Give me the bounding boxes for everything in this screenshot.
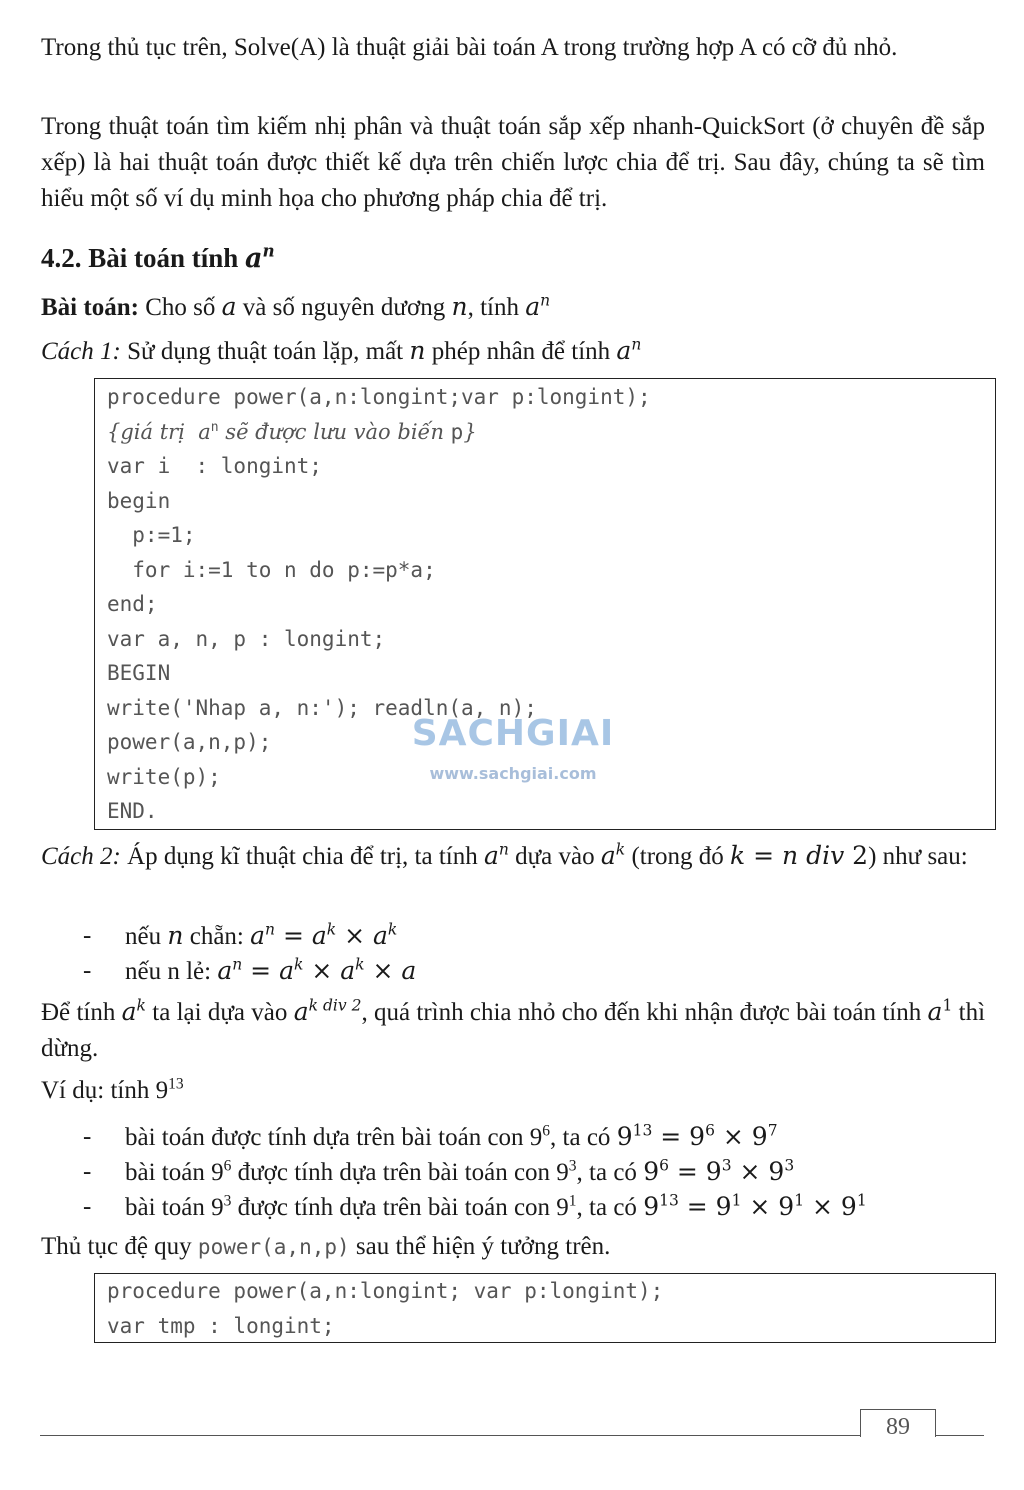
case-odd-lead: nếu n lẻ:: [125, 958, 218, 985]
method-1-text-1: Sử dụng thuật toán lặp, mất: [120, 338, 410, 365]
method-2-text-2: dựa vào: [508, 843, 601, 870]
case-odd: - nếu n lẻ: $a^n = a^k \times a^k \times a$: [41, 954, 416, 989]
procedure-intro: [41, 1229, 610, 1265]
code-block-recursive: [94, 1273, 996, 1343]
footer-rule: [40, 1435, 984, 1436]
code-line: procedure power(a,n:longint; var p:longint);: [107, 1279, 664, 1303]
code-line: var i : longint;: [107, 454, 322, 478]
case-even-var: n: [167, 921, 184, 950]
code-line: power(a,n,p);: [107, 730, 272, 754]
code-comment-sup: n: [210, 419, 219, 435]
procedure-inline-code: power(a,n,p): [197, 1235, 350, 1259]
method-2-label: Cách 2:: [41, 843, 121, 870]
case-even-lead: nếu: [125, 923, 168, 950]
procedure-intro-text-1: Thủ tục đệ quy: [41, 1233, 198, 1260]
case-even: - nếu n chẵn: $a^n = a^k \times a^k$: [41, 919, 416, 954]
intro-paragraph-2: Trong thuật toán tìm kiếm nhị phân và thuật toán sắp xếp nhanh-QuickSort (ở chuyên đề sắp xếp) là hai thuật toán được thiết kế dựa trên chiến lược chia để trị. Sau đây, chúng ta sẽ tìm hiểu một số ví dụ minh họa cho phương pháp chia để trị.: [41, 113, 985, 212]
step-3-text: bài toán 9: [125, 1194, 224, 1221]
intro-paragraph-1: Trong thủ tục trên, Solve(A) là thuật giải bài toán A trong trường hợp A có cỡ đủ nhỏ.: [41, 34, 898, 61]
code-comment-mid: sẽ được lưu vào biến: [218, 419, 451, 444]
section-title: 4.2. Bài toán tính: [41, 243, 246, 273]
problem-text-1: Cho số: [138, 294, 222, 321]
section-heading: 4.2. Bài toán tính $a^n$: [41, 240, 275, 274]
problem-statement: Bài toán: Cho số a và số nguyên dương n, tính $a^n$: [41, 291, 551, 321]
code-comment-end: }: [463, 419, 477, 444]
step-1-text: bài toán được tính dựa trên bài toán con 9: [125, 1124, 543, 1151]
recursion-text-3: , quá trình chia nhỏ cho đến khi nhận được bài toán tính: [361, 999, 928, 1026]
page-number: 89: [860, 1409, 936, 1437]
method-2: Cách 2: Áp dụng kĩ thuật chia để trị, ta tính $a^n$ dựa vào $a^k$ (trong đó k = n div 2) như sau:: [41, 840, 968, 870]
code-line: var tmp : longint;: [107, 1313, 335, 1338]
code-line: end;: [107, 592, 158, 616]
method-1: Cách 1: Sử dụng thuật toán lặp, mất n phép nhân để tính $a^n$: [41, 335, 642, 365]
code-comment-var: p: [450, 419, 464, 444]
method-1-label: Cách 1:: [41, 338, 121, 365]
watermark-logo: SACHGIAI: [411, 713, 615, 754]
problem-text-2: và số nguyên dương: [236, 294, 452, 321]
recursion-text-4: thì dừng.: [41, 999, 986, 1062]
code-line: procedure power(a,n:longint;var p:longint);: [107, 385, 651, 409]
code-line: p:=1;: [107, 523, 196, 547]
watermark-url: www.sachgiai.com: [429, 764, 597, 783]
method-2-text-3: (trong đó: [625, 843, 731, 870]
example-exponent: 13: [168, 1075, 184, 1093]
example-step-3: - bài toán $9^3$ được tính dựa trên bài toán con $9^1$, ta có $9^{13} = 9^1 \times 9^1 \times 9^1$: [41, 1190, 867, 1225]
code-line: for i:=1 to n do p:=p*a;: [107, 557, 436, 582]
code-comment-start: {giá trị a: [107, 419, 211, 444]
example-step-1: - bài toán được tính dựa trên bài toán con $9^6$, ta có $9^{13} = 9^6 \times 9^7$: [41, 1120, 867, 1155]
code-line: var a, n, p : longint;: [107, 626, 386, 651]
example-steps: [41, 1120, 867, 1225]
case-list: [41, 919, 416, 989]
problem-label: Bài toán:: [41, 294, 139, 321]
code-line: BEGIN: [107, 661, 171, 685]
code-line: write('Nhap a, n:'); readln(a, n);: [107, 695, 537, 720]
method-1-text-2: phép nhân để tính: [425, 338, 617, 365]
code-line: begin: [107, 488, 171, 513]
code-block-iterative: [94, 378, 996, 830]
case-even-rest: chẵn:: [183, 923, 251, 950]
example-line: [41, 1073, 184, 1109]
method-2-text-1: Áp dụng kĩ thuật chia để trị, ta tính: [120, 843, 484, 870]
procedure-intro-text-2: sau thể hiện ý tưởng trên.: [349, 1233, 611, 1260]
step-2-text: bài toán 9: [125, 1159, 224, 1186]
problem-text-3: , tính: [467, 294, 526, 321]
recursion-text-1: Để tính: [41, 999, 122, 1026]
example-step-2: - bài toán $9^6$ được tính dựa trên bài toán con $9^3$, ta có $9^6 = 9^3 \times 9^3$: [41, 1155, 867, 1190]
recursion-text-2: ta lại dựa vào: [145, 999, 294, 1026]
code-comment-line: [107, 415, 995, 450]
code-line: write(p);: [107, 764, 221, 789]
method-2-text-4: ) như sau:: [868, 843, 968, 870]
recursion-paragraph: Để tính $a^k$ ta lại dựa vào $a^{k div 2}$, quá trình chia nhỏ cho đến khi nhận được bài toán tính $a^1$ thì dừng.: [41, 996, 986, 1062]
example-label: Ví dụ: tính 9: [41, 1077, 169, 1104]
code-line: END.: [107, 799, 158, 823]
